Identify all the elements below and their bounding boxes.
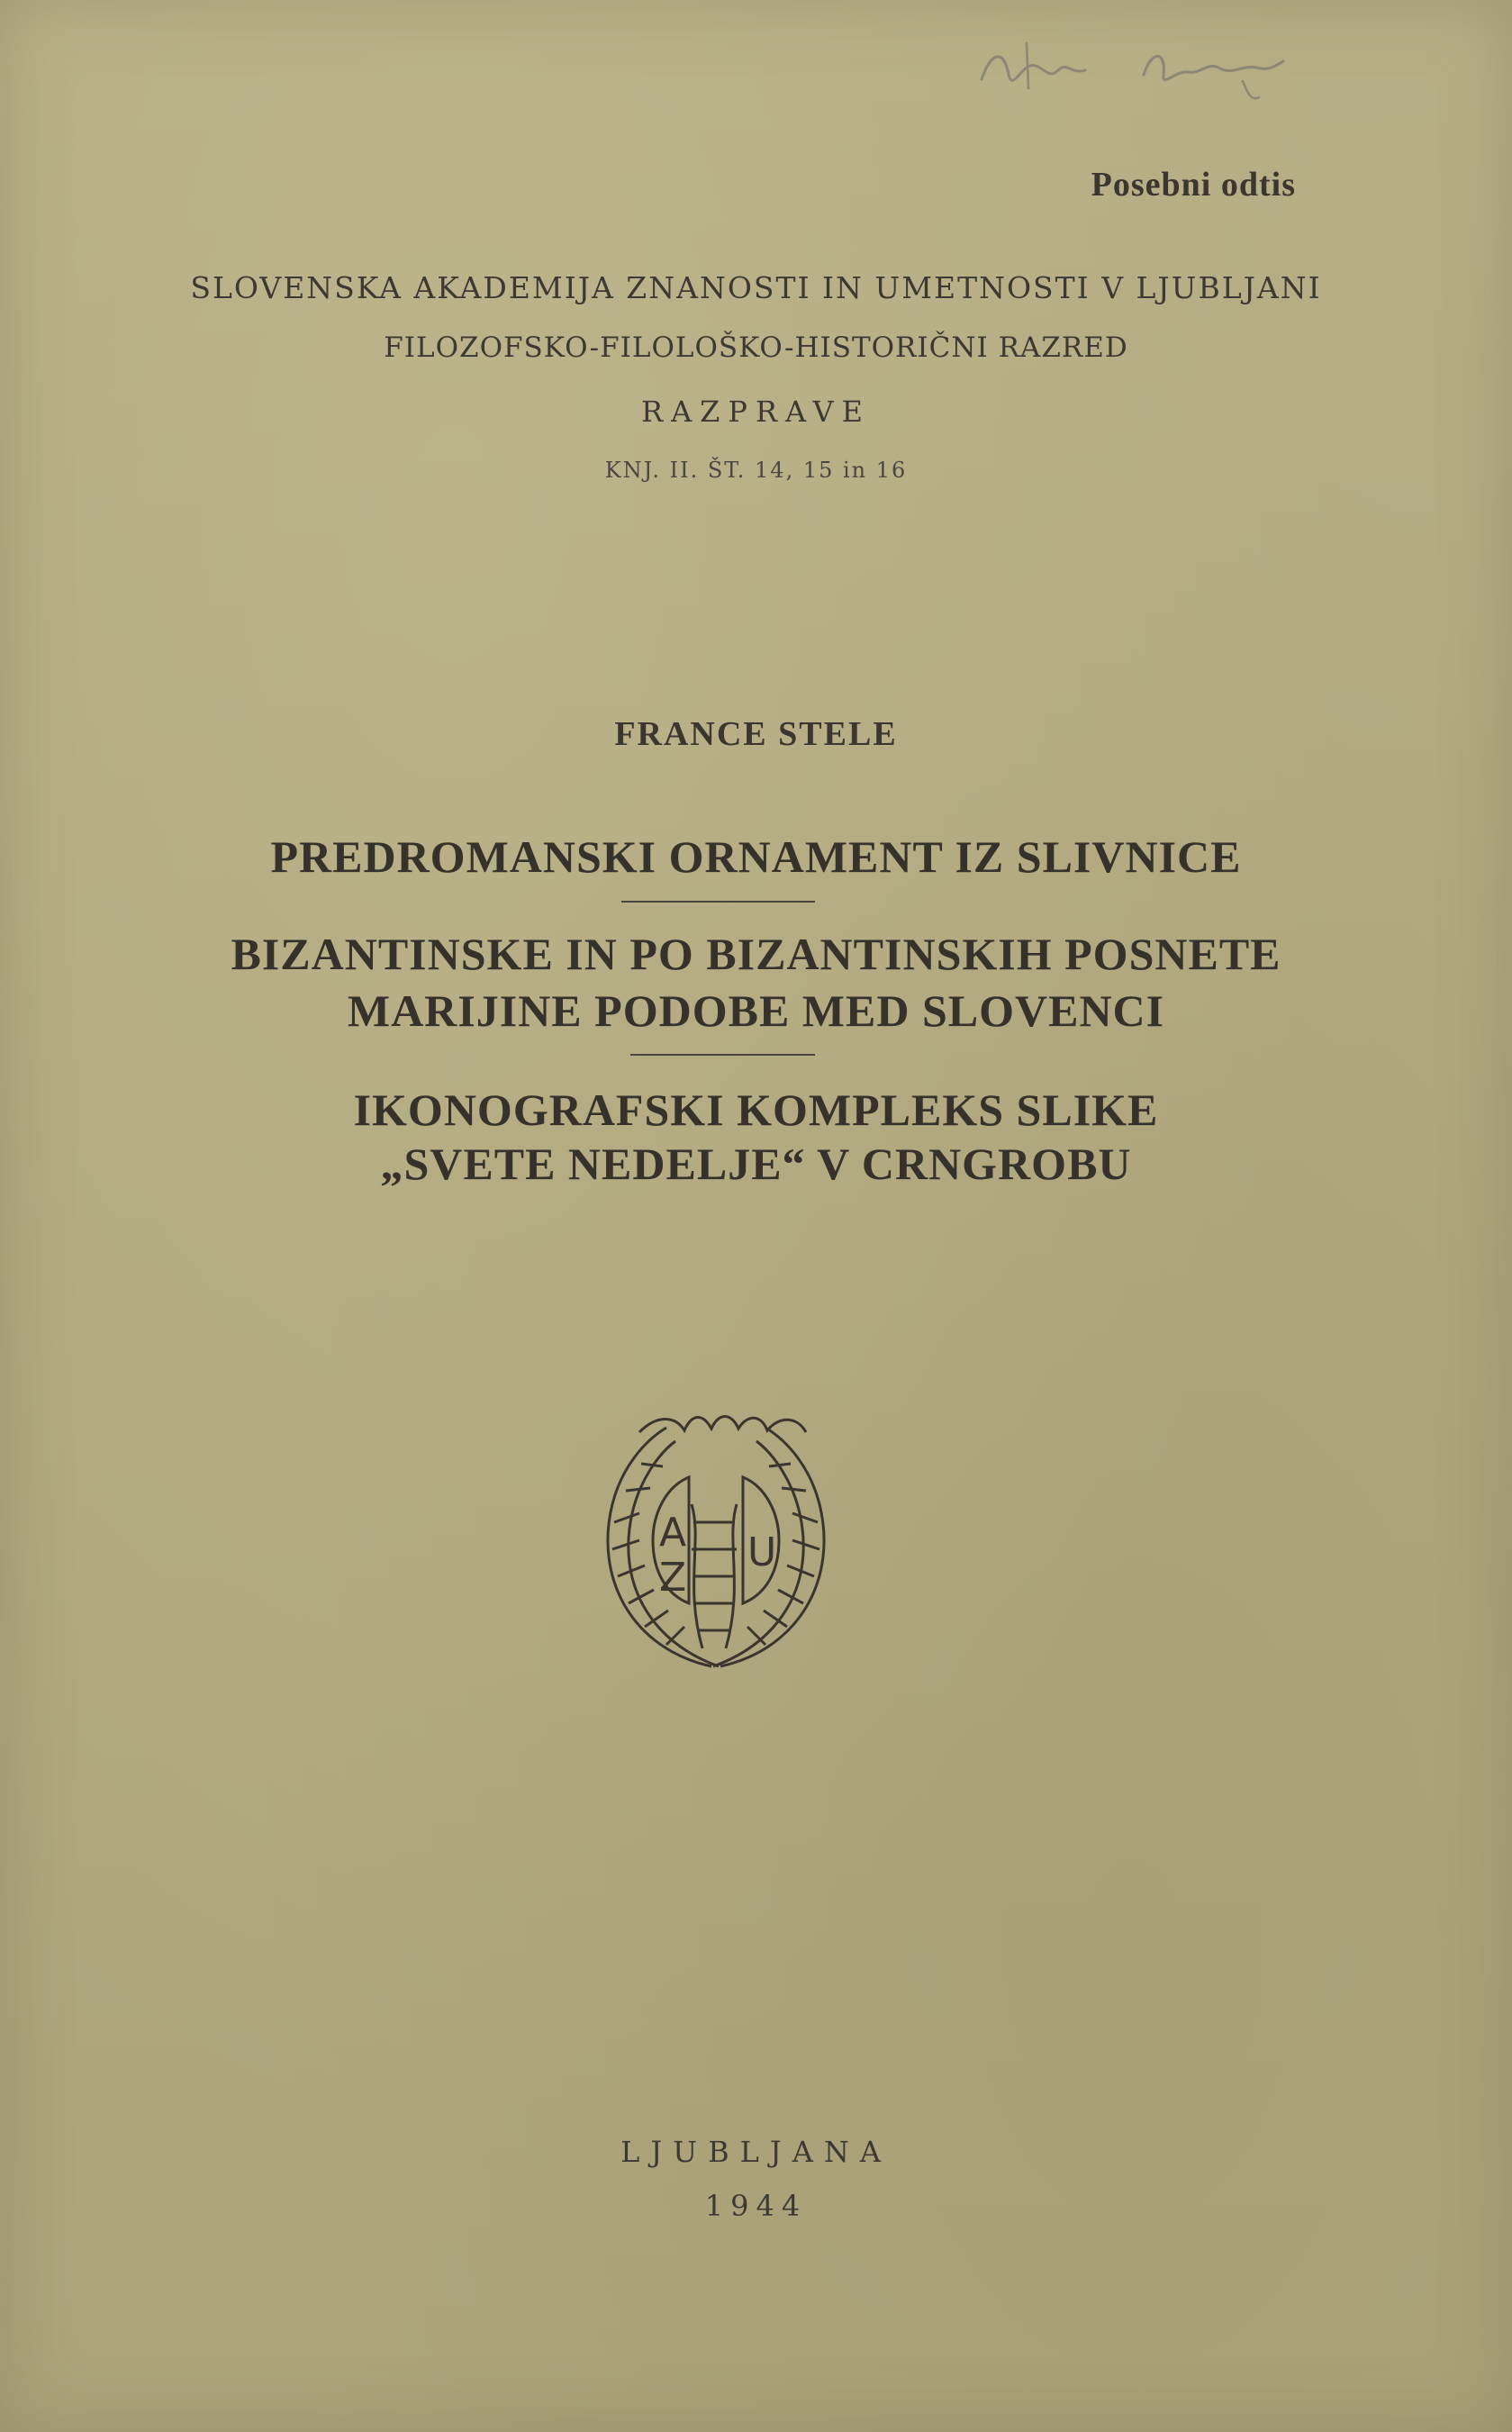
- imprint-year: 1944: [704, 2189, 808, 2223]
- title-first: PREDROMANSKI ORNAMENT IZ SLIVNICE: [270, 831, 1242, 882]
- title-third-line2: „SVETE NEDELJE“ V CRNGROBU: [380, 1139, 1132, 1189]
- title-second-line2: MARIJINE PODOBE MED SLOVENCI: [347, 985, 1165, 1036]
- author-name: FRANCE STELE: [614, 715, 898, 753]
- series-name: RAZPRAVE: [640, 395, 872, 429]
- title-divider: [621, 901, 815, 903]
- emblem-letter-a: A: [659, 1510, 687, 1556]
- emblem-letter-u: U: [747, 1529, 777, 1575]
- academy-emblem-icon: [576, 1405, 856, 1684]
- imprint-city: LJUBLJANA: [620, 2135, 892, 2169]
- emblem-letter-z: Z: [659, 1555, 687, 1601]
- title-second-line1: BIZANTINSKE IN PO BIZANTINSKIH POSNETE: [231, 929, 1281, 979]
- offprint-label: Posebni odtis: [1091, 166, 1296, 204]
- department-name: FILOZOFSKO-FILOLOŠKO-HISTORIČNI RAZRED: [384, 331, 1128, 364]
- title-divider: [630, 1054, 815, 1056]
- title-third-line1: IKONOGRAFSKI KOMPLEKS SLIKE: [353, 1084, 1159, 1135]
- volume-number: KNJ. II. ŠT. 14, 15 in 16: [604, 458, 908, 483]
- handwritten-note-icon: [973, 25, 1297, 106]
- institution-name: SLOVENSKA AKADEMIJA ZNANOSTI IN UMETNOSTI V LJUBLJANI: [190, 270, 1322, 305]
